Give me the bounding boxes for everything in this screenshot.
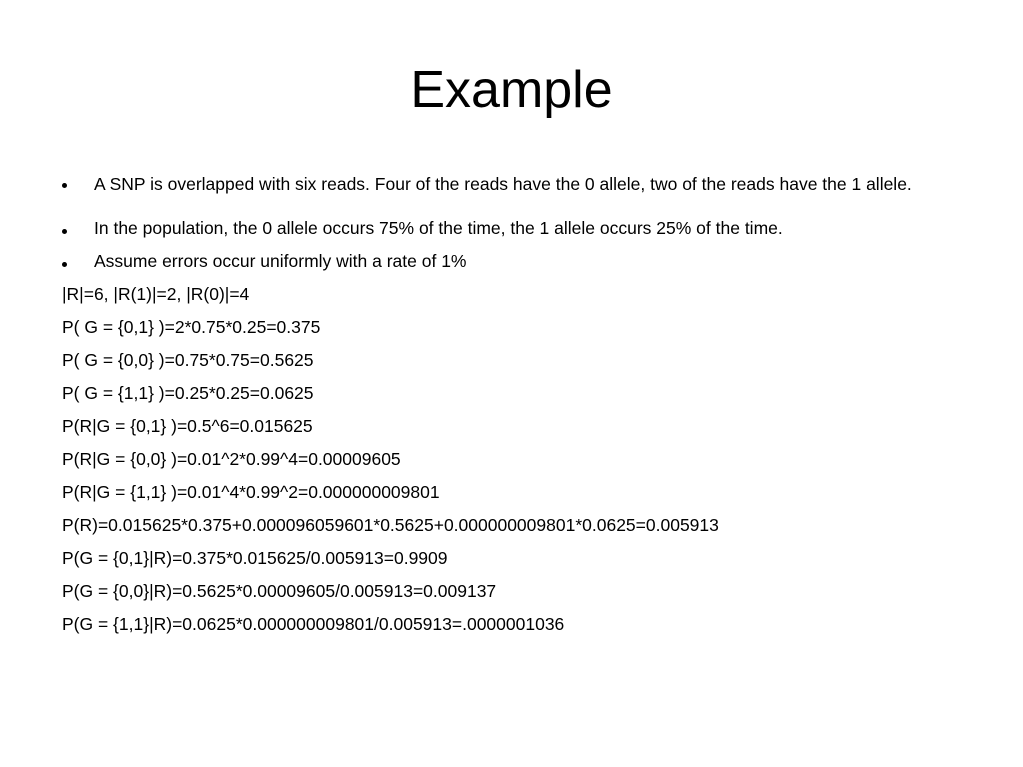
- equation-line: P(G = {1,1}|R)=0.0625*0.000000009801/0.005913=.0000001036: [62, 614, 565, 634]
- bullet-item: [62, 174, 962, 210]
- equation-line: P( G = {0,1} )=2*0.75*0.25=0.375: [62, 317, 321, 337]
- slide-content: [62, 174, 962, 649]
- bullet-item: [62, 220, 962, 253]
- bullet-dot-icon: [62, 262, 67, 267]
- bullet-dot-icon: [62, 229, 67, 234]
- equation-line: P(R|G = {0,0} )=0.01^2*0.99^4=0.00009605: [62, 449, 401, 469]
- equation-lines: [62, 286, 962, 649]
- equation-line: P(R|G = {1,1} )=0.01^4*0.99^2=0.000000009801: [62, 482, 440, 502]
- bullet-item: [62, 253, 962, 286]
- equation-line: P( G = {1,1} )=0.25*0.25=0.0625: [62, 383, 314, 403]
- equation-line: P(R|G = {0,1} )=0.5^6=0.015625: [62, 416, 313, 436]
- bullet-list: [62, 174, 962, 286]
- bullet-text: In the population, the 0 allele occurs 75% of the time, the 1 allele occurs 25% of the time.: [94, 218, 783, 238]
- equation-line: P(R)=0.015625*0.375+0.000096059601*0.5625+0.000000009801*0.0625=0.005913: [62, 515, 719, 535]
- equation-line: |R|=6, |R(1)|=2, |R(0)|=4: [62, 284, 250, 304]
- equation-line: P( G = {0,0} )=0.75*0.75=0.5625: [62, 350, 314, 370]
- bullet-dot-icon: [62, 183, 67, 188]
- bullet-text: Assume errors occur uniformly with a rate of 1%: [94, 251, 467, 271]
- slide-title: Example: [410, 61, 613, 119]
- equation-line: P(G = {0,0}|R)=0.5625*0.00009605/0.005913=0.009137: [62, 581, 497, 601]
- equation-line: P(G = {0,1}|R)=0.375*0.015625/0.005913=0.9909: [62, 548, 448, 568]
- bullet-text: A SNP is overlapped with six reads. Four of the reads have the 0 allele, two of the reads have the 1 allele.: [94, 174, 912, 194]
